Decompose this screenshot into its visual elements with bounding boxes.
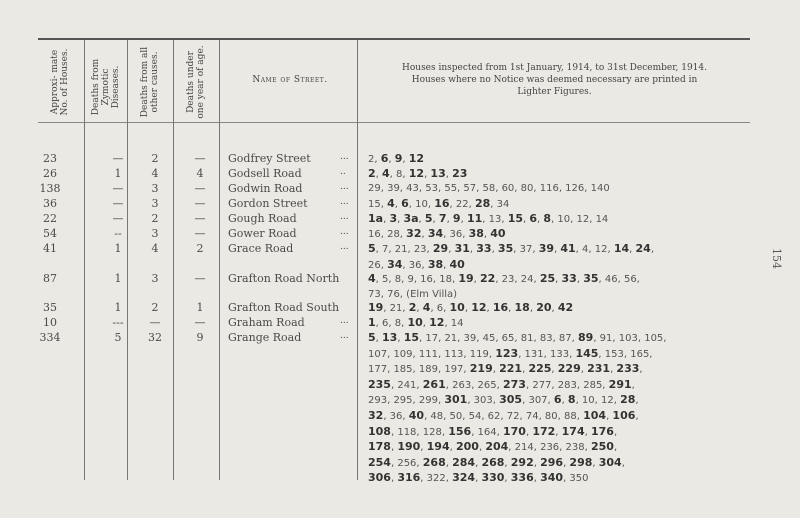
cell-under-one: — bbox=[194, 197, 206, 210]
cell-under-one: — bbox=[194, 227, 206, 240]
cell-houses-inspected: 2, 6, 9, 12 bbox=[368, 152, 425, 165]
cell-zymotic: -- bbox=[114, 227, 122, 240]
cell-under-one: — bbox=[194, 272, 206, 285]
header-houses-line3: Lighter Figures. bbox=[517, 87, 592, 97]
cell-under-one: — bbox=[194, 212, 206, 225]
header-rule bbox=[38, 122, 750, 123]
cell-houses-inspected: 5, 13, 15, 17, 21, 39, 45, 65, 81, 83, 87, 89, 91, 103, 105, 107, 109, 111, 113, 119, 123, 131, 133, 145, 153, 165, 177, 185, 189, 197, 219, 221, 225, 229, 231, 233, 235, 241, 261, 263, 265, 273, 277, 283, 285, 291, 293, 295, 299, 301, 303, 305, 307, 6, 8, 10, 12, 28, 32, 36, 40, 48, 50, 54, 62, 72, 74, 80, 88, 104, 106, 108, 118, 128, 156, 164, 170, 172, 174, 176, 178, 190, 194, 200, 204, 214, 236, 238, 250, 254, 256, 268, 284, 268, 292, 296, 298, 304, 306, 316, 322, 324, 330, 336, 340, 350 bbox=[368, 331, 667, 485]
header-houses-inspected bbox=[362, 62, 747, 98]
table-row bbox=[0, 152, 800, 166]
table-row bbox=[0, 212, 800, 226]
header-zymotic: Deaths from Zymotic Diseases. bbox=[91, 58, 121, 116]
cell-approx-houses: 35 bbox=[43, 301, 57, 314]
cell-approx-houses: 54 bbox=[43, 227, 57, 240]
table-row bbox=[0, 301, 800, 315]
cell-other-causes: 32 bbox=[148, 331, 162, 344]
header-approx-houses: Approxi- mate No. of Houses. bbox=[50, 48, 70, 116]
cell-houses-inspected: 1, 6, 8, 10, 12, 14 bbox=[368, 316, 464, 329]
cell-street: Grange Road bbox=[228, 331, 302, 344]
col-divider bbox=[173, 40, 174, 480]
cell-street: Gordon Street bbox=[228, 197, 308, 210]
cell-approx-houses: 334 bbox=[39, 331, 61, 344]
table-row bbox=[0, 272, 800, 300]
table-row bbox=[0, 316, 800, 330]
cell-other-causes: 3 bbox=[151, 197, 159, 210]
cell-dots: ... bbox=[340, 182, 349, 192]
cell-other-causes: 3 bbox=[151, 227, 159, 240]
cell-dots: .. bbox=[340, 167, 346, 177]
cell-dots: ... bbox=[340, 227, 349, 237]
cell-dots: ... bbox=[340, 242, 349, 252]
cell-houses-inspected: 15, 4, 6, 10, 16, 22, 28, 34 bbox=[368, 197, 510, 210]
cell-zymotic: — bbox=[112, 152, 124, 165]
col-divider bbox=[127, 40, 128, 480]
col-divider bbox=[357, 40, 358, 480]
cell-zymotic: 5 bbox=[114, 331, 122, 344]
cell-houses-inspected: 4, 5, 8, 9, 16, 18, 19, 22, 23, 24, 25, 33, 35, 46, 56, 73, 76, (Elm Villa) bbox=[368, 272, 640, 300]
cell-zymotic: — bbox=[112, 197, 124, 210]
table-row bbox=[0, 227, 800, 241]
header-street: Name of Street. bbox=[252, 75, 328, 85]
header-houses-line1: Houses inspected from 1st January, 1914, to 31st December, 1914. bbox=[402, 63, 707, 73]
cell-approx-houses: 22 bbox=[43, 212, 57, 225]
cell-houses-inspected: 29, 39, 43, 53, 55, 57, 58, 60, 80, 116, 126, 140 bbox=[368, 183, 610, 194]
top-rule bbox=[38, 38, 750, 40]
cell-street: Graham Road bbox=[228, 316, 305, 329]
cell-other-causes: 4 bbox=[151, 242, 159, 255]
cell-street: Godsell Road bbox=[228, 167, 302, 180]
cell-zymotic: — bbox=[112, 212, 124, 225]
cell-under-one: — bbox=[194, 152, 206, 165]
table-row bbox=[0, 182, 800, 196]
cell-houses-inspected: 5, 7, 21, 23, 29, 31, 33, 35, 37, 39, 41, 4, 12, 14, 24, 26, 34, 36, 38, 40 bbox=[368, 242, 655, 271]
cell-dots: ... bbox=[340, 316, 349, 326]
cell-zymotic: 1 bbox=[114, 272, 122, 285]
cell-under-one: — bbox=[194, 316, 206, 329]
cell-dots: ... bbox=[340, 212, 349, 222]
cell-under-one: 4 bbox=[196, 167, 204, 180]
header-houses-line2: Houses where no Notice was deemed necessary are printed in bbox=[411, 75, 698, 85]
cell-approx-houses: 87 bbox=[43, 272, 57, 285]
cell-approx-houses: 10 bbox=[43, 316, 57, 329]
cell-under-one: 9 bbox=[196, 331, 204, 344]
table-row bbox=[0, 167, 800, 181]
table-row bbox=[0, 331, 800, 485]
cell-street: Grafton Road South bbox=[228, 301, 340, 314]
cell-dots: ... bbox=[340, 331, 349, 341]
cell-approx-houses: 36 bbox=[43, 197, 57, 210]
cell-other-causes: 2 bbox=[151, 212, 159, 225]
cell-zymotic: --- bbox=[112, 316, 124, 329]
cell-street: Gower Road bbox=[228, 227, 297, 240]
page-number: 154 bbox=[770, 248, 783, 269]
cell-other-causes: 4 bbox=[151, 167, 159, 180]
cell-houses-inspected: 1a, 3, 3a, 5, 7, 9, 11, 13, 15, 6, 8, 10, 12, 14 bbox=[368, 212, 609, 225]
cell-street: Gough Road bbox=[228, 212, 297, 225]
cell-approx-houses: 41 bbox=[43, 242, 57, 255]
cell-approx-houses: 26 bbox=[43, 167, 57, 180]
cell-houses-inspected: 16, 28, 32, 34, 36, 38, 40 bbox=[368, 227, 506, 240]
cell-zymotic: 1 bbox=[114, 242, 122, 255]
table-row bbox=[0, 197, 800, 211]
cell-zymotic: 1 bbox=[114, 301, 122, 314]
header-other-causes: Deaths from all other causes. bbox=[140, 46, 160, 118]
cell-under-one: 2 bbox=[196, 242, 204, 255]
cell-other-causes: 2 bbox=[151, 152, 159, 165]
cell-other-causes: — bbox=[149, 316, 161, 329]
cell-street: Godwin Road bbox=[228, 182, 303, 195]
cell-houses-inspected: 2, 4, 8, 12, 13, 23 bbox=[368, 167, 468, 180]
cell-dots: ... bbox=[340, 152, 349, 162]
cell-under-one: — bbox=[194, 182, 206, 195]
cell-under-one: 1 bbox=[196, 301, 204, 314]
header-under-one: Deaths under one year of age. bbox=[186, 45, 206, 119]
col-divider bbox=[84, 40, 85, 480]
cell-other-causes: 3 bbox=[151, 272, 159, 285]
cell-zymotic: 1 bbox=[114, 167, 122, 180]
cell-zymotic: — bbox=[112, 182, 124, 195]
cell-street: Grace Road bbox=[228, 242, 294, 255]
col-divider bbox=[219, 40, 220, 480]
cell-dots: ... bbox=[340, 197, 349, 207]
cell-approx-houses: 23 bbox=[43, 152, 57, 165]
cell-other-causes: 2 bbox=[151, 301, 159, 314]
cell-street: Godfrey Street bbox=[228, 152, 311, 165]
cell-houses-inspected: 19, 21, 2, 4, 6, 10, 12, 16, 18, 20, 42 bbox=[368, 301, 574, 314]
cell-approx-houses: 138 bbox=[39, 182, 61, 195]
cell-other-causes: 3 bbox=[151, 182, 159, 195]
cell-street: Grafton Road North bbox=[228, 272, 340, 285]
